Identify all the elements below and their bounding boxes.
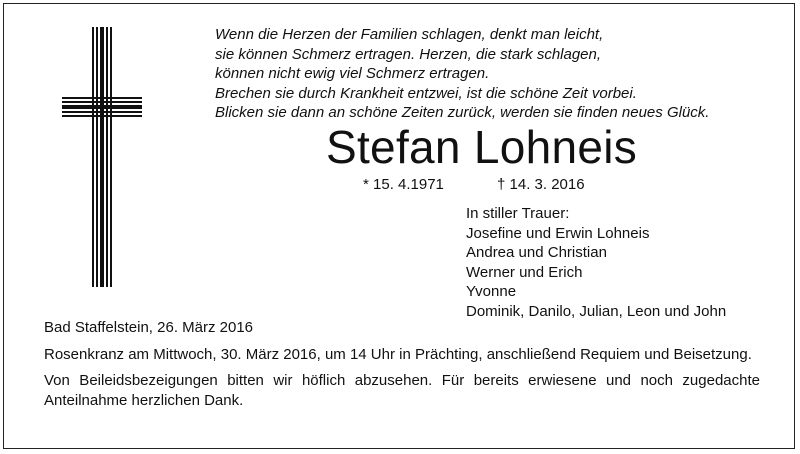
- poem-line: sie können Schmerz ertragen. Herzen, die stark schlagen,: [215, 45, 602, 63]
- poem-line: Blicken sie dann an schöne Zeiten zurück, werden sie finden neues Glück.: [215, 104, 710, 122]
- cross-icon: [62, 27, 142, 287]
- mourner-entry: Dominik, Danilo, Julian, Leon und John: [466, 302, 727, 320]
- mourners-heading: In stiller Trauer:: [466, 205, 570, 222]
- poem-line: Brechen sie durch Krankheit entzwei, ist die schöne Zeit vorbei.: [215, 84, 637, 102]
- mourner-entry: Werner und Erich: [466, 263, 583, 281]
- deceased-name: Stefan Lohneis: [326, 121, 638, 173]
- mourner-entry: Yvonne: [466, 283, 517, 301]
- poem: [215, 25, 775, 123]
- poem-line: Wenn die Herzen der Familien schlagen, denkt man leicht,: [215, 26, 604, 43]
- mourner-entry: Andrea und Christian: [466, 244, 607, 262]
- place-date: Bad Staffelstein, 26. März 2016: [44, 319, 254, 336]
- rosary-info: Rosenkranz am Mittwoch, 30. März 2016, um 14 Uhr in Prächting, anschließend Requiem und Beisetzung.: [44, 345, 752, 363]
- poem-line: können nicht ewig viel Schmerz ertragen.: [215, 65, 490, 83]
- mourners-list: [466, 204, 726, 322]
- death-date: † 14. 3. 2016: [497, 176, 585, 193]
- mourner-entry: Josefine und Erwin Lohneis: [466, 224, 650, 242]
- condolences-note: Von Beileidsbezeigungen bitten wir höflich abzusehen. Für bereits erwiesene und noch zugedachte Anteilnahme herzlichen Dank.: [44, 372, 760, 409]
- notice-footer: [44, 318, 760, 417]
- birth-date: * 15. 4.1971: [363, 176, 444, 193]
